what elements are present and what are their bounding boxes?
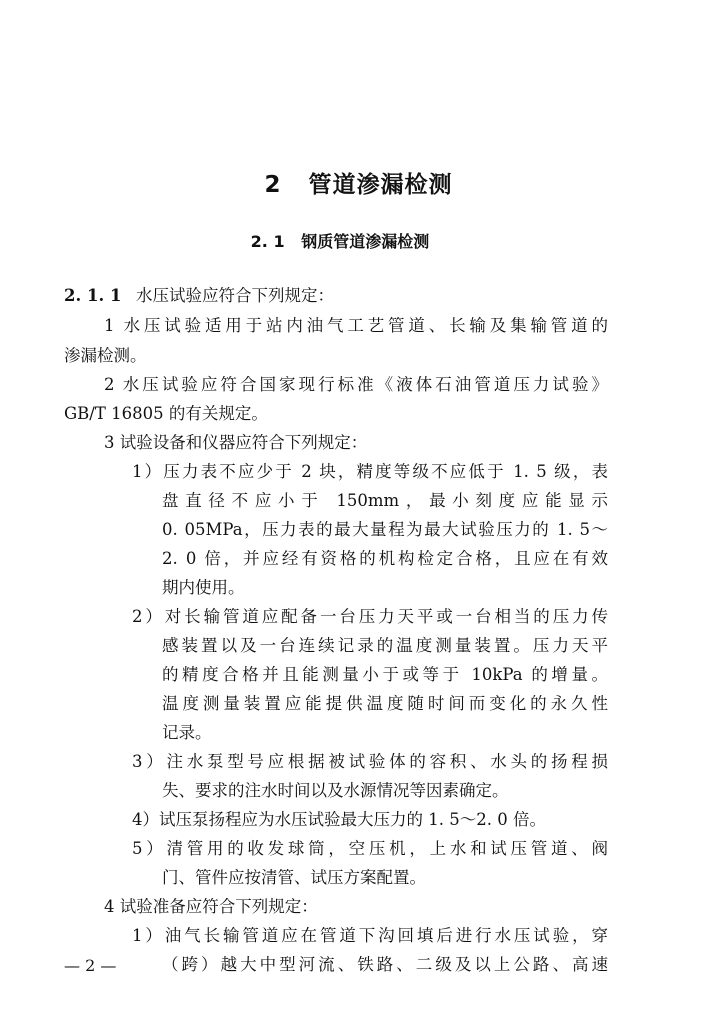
subitem-3-3-line-2: 失、要求的注水时间以及水源情况等因素确定。 (162, 781, 509, 800)
subitem-4-1-line-1: 1）油气长输管道应在管道下沟回填后进行水压试验，穿 (132, 926, 608, 945)
subitem-3-2-line-3: 的精度合格并且能测量小于或等于 10kPa 的增量。 (162, 665, 608, 684)
page-number: — 2 — (64, 956, 117, 975)
subitem-3-3-line-1: 3）注水泵型号应根据被试验体的容积、水头的扬程损 (132, 752, 608, 771)
item-1-line-1: 1 水压试验适用于站内油气工艺管道、长输及集输管道的 (104, 316, 608, 335)
subitem-3-2-line-1: 2）对长输管道应配备一台压力天平或一台相当的压力传 (132, 607, 608, 626)
item-2-line-2: GB/T 16805 的有关规定。 (64, 404, 268, 423)
subitem-3-2-line-5: 记录。 (162, 723, 212, 742)
subitem-3-5-line-2: 门、管件应按清管、试压方案配置。 (162, 868, 426, 887)
item-4-line-1: 4 试验准备应符合下列规定： (104, 897, 318, 916)
subitem-3-1-line-5: 期内使用。 (162, 578, 245, 597)
item-2-line-1: 2 水压试验应符合国家现行标准《液体石油管道压力试验》 (104, 375, 608, 394)
item-3-line-1: 3 试验设备和仪器应符合下列规定： (104, 433, 368, 452)
subitem-3-2-line-2: 感装置以及一台连续记录的温度测量装置。压力天平 (162, 636, 608, 655)
section-title: 2. 1 钢质管道渗漏检测 (250, 232, 430, 251)
chapter-title: 2 管道渗漏检测 (264, 172, 453, 198)
subitem-3-2-line-4: 温度测量装置应能提供温度随时间而变化的永久性 (162, 694, 608, 713)
clause-number: 2. 1. 1 (64, 286, 122, 305)
subitem-3-4-line-1: 4）试压泵扬程应为水压试验最大压力的 1. 5～2. 0 倍。 (132, 810, 546, 829)
clause-text: 水压试验应符合下列规定： (136, 286, 334, 305)
subitem-3-1-line-4: 2. 0 倍，并应经有资格的机构检定合格，且应在有效 (162, 549, 608, 568)
subitem-3-1-line-1: 1）压力表不应少于 2 块，精度等级不应低于 1. 5 级，表 (132, 462, 608, 481)
item-1-line-2: 渗漏检测。 (64, 346, 147, 365)
subitem-3-1-line-2: 盘直径不应小于 150mm，最小刻度应能显示 (162, 491, 608, 510)
subitem-3-1-line-3: 0. 05MPa，压力表的最大量程为最大试验压力的 1. 5～ (162, 520, 608, 539)
subitem-3-5-line-1: 5）清管用的收发球筒，空压机，上水和试压管道、阀 (132, 839, 608, 858)
subitem-4-1-line-2: （跨）越大中型河流、铁路、二级及以上公路、高速 (162, 955, 608, 974)
